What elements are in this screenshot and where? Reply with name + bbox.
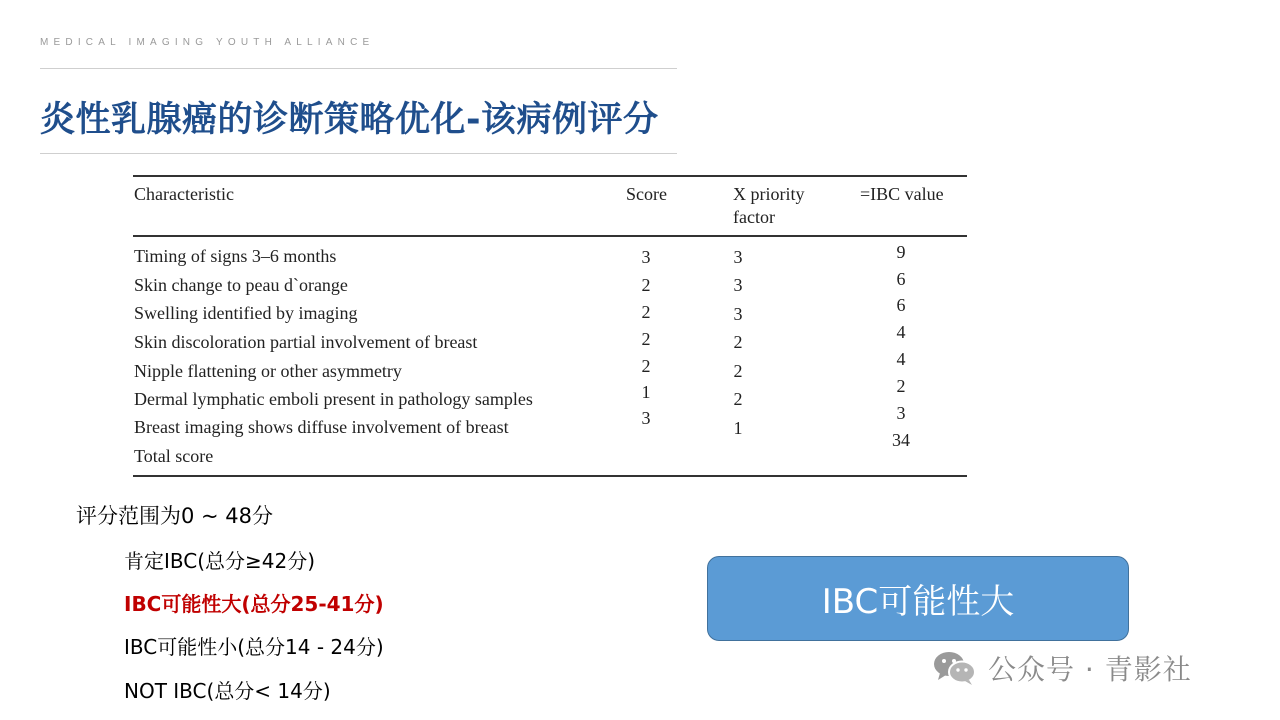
score-range-text: 评分范围为0 ~ 48分 <box>76 504 274 528</box>
ibc-score-table <box>133 175 967 477</box>
criteria-definite-ibc: 肯定IBC(总分≥42分) <box>124 549 316 573</box>
watermark-text: 公众号 · 青影社 <box>988 653 1192 686</box>
column-header-ibc-value: =IBC value <box>860 184 944 204</box>
table-row-label: Swelling identified by imaging <box>134 303 358 323</box>
criteria-likely-ibc: IBC可能性大(总分25-41分) <box>124 592 384 616</box>
column-header-score: Score <box>626 184 667 204</box>
total-score-value: 34 <box>892 430 910 450</box>
column-header-priority-line1: X priority <box>733 184 805 204</box>
table-row-value: 2 <box>896 376 906 396</box>
table-row-factor: 1 <box>733 418 743 438</box>
column-header-characteristic: Characteristic <box>134 184 234 204</box>
table-row-label: Skin discoloration partial involvement of breast <box>134 332 478 352</box>
result-badge: IBC可能性大 <box>707 556 1129 641</box>
table-row-value: 6 <box>896 295 906 315</box>
organization-label: MEDICAL IMAGING YOUTH ALLIANCE <box>40 37 375 48</box>
table-row-label: Breast imaging shows diffuse involvement of breast <box>134 417 509 437</box>
table-row-label: Dermal lymphatic emboli present in pathology samples <box>134 389 533 409</box>
table-row-value: 6 <box>896 269 906 289</box>
table-row-value: 3 <box>896 403 906 423</box>
table-row-factor: 2 <box>733 389 743 409</box>
page-title: 炎性乳腺癌的诊断策略优化-该病例评分 <box>40 100 659 140</box>
table-row-score: 2 <box>641 356 651 376</box>
criteria-unlikely-ibc: IBC可能性小(总分14 - 24分) <box>124 635 384 659</box>
table-row-factor: 3 <box>733 275 743 295</box>
table-top-rule <box>133 175 967 177</box>
header-top-divider <box>40 68 677 69</box>
table-row-value: 4 <box>896 322 906 342</box>
table-row-score: 3 <box>641 408 651 428</box>
table-row-score: 3 <box>641 247 651 267</box>
table-row-factor: 3 <box>733 247 743 267</box>
wechat-icon <box>932 649 978 687</box>
table-row-score: 1 <box>641 382 651 402</box>
table-row-label: Nipple flattening or other asymmetry <box>134 361 402 381</box>
total-score-label: Total score <box>134 446 214 466</box>
table-header-rule <box>133 235 967 237</box>
table-row-factor: 3 <box>733 304 743 324</box>
table-row-label: Timing of signs 3–6 months <box>134 246 337 266</box>
table-row-value: 4 <box>896 349 906 369</box>
criteria-not-ibc: NOT IBC(总分< 14分) <box>124 679 331 703</box>
header-bottom-divider <box>40 153 677 154</box>
table-row-factor: 2 <box>733 332 743 352</box>
column-header-priority-line2: factor <box>733 207 775 227</box>
table-row-label: Skin change to peau d`orange <box>134 275 348 295</box>
table-row-score: 2 <box>641 329 651 349</box>
table-row-value: 9 <box>896 242 906 262</box>
table-row-factor: 2 <box>733 361 743 381</box>
table-row-score: 2 <box>641 302 651 322</box>
column-header-priority-factor <box>733 183 805 229</box>
table-bottom-rule <box>133 475 967 477</box>
table-row-score: 2 <box>641 275 651 295</box>
watermark <box>932 648 1192 688</box>
